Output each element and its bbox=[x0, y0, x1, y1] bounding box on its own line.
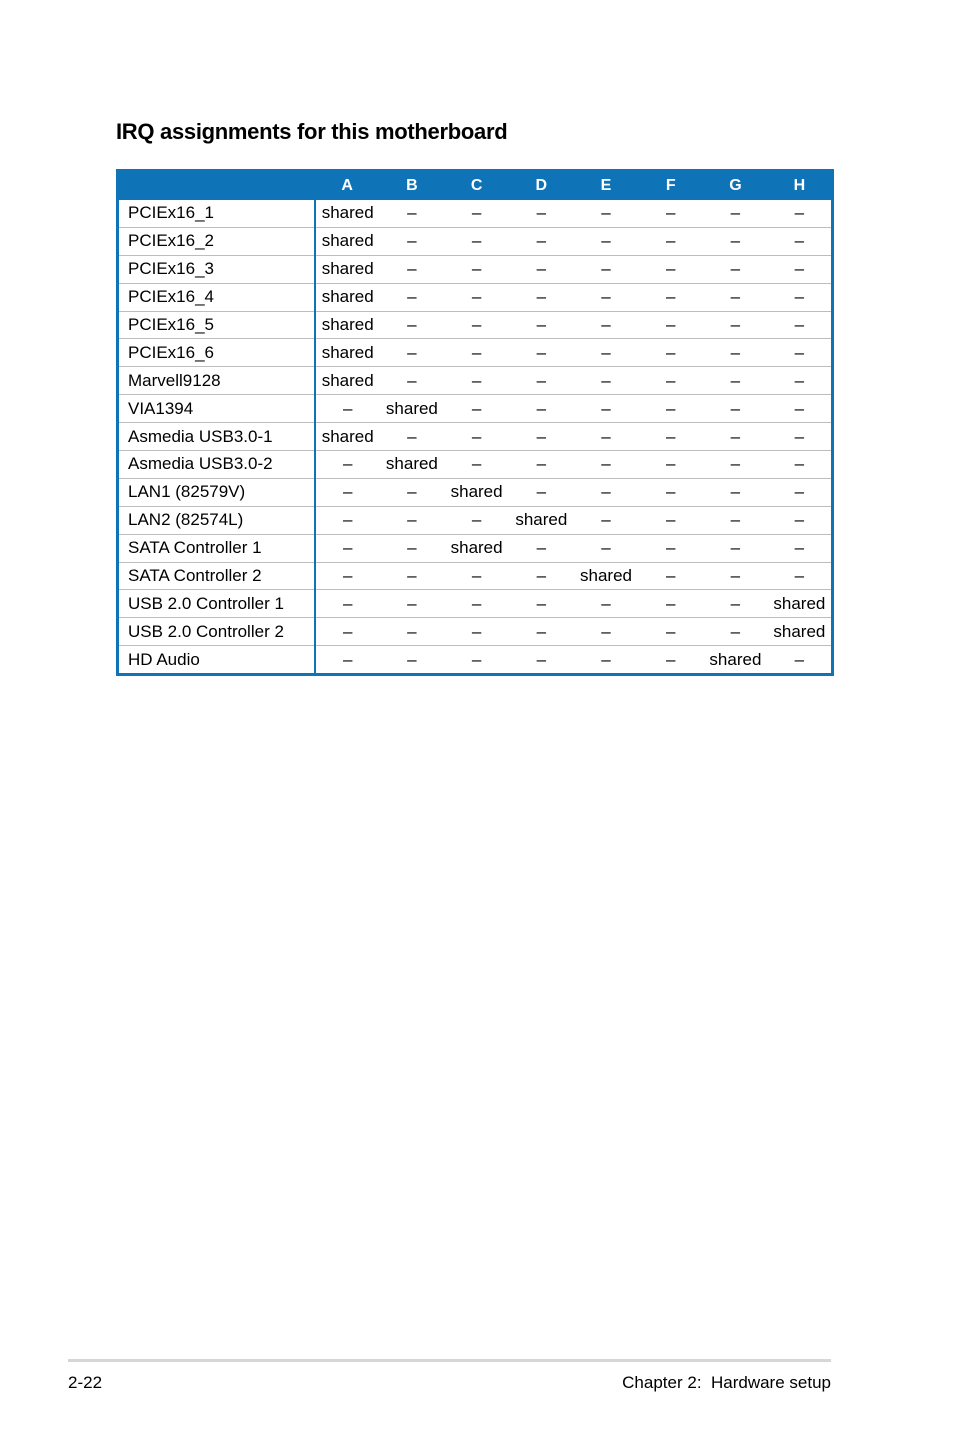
table-header bbox=[118, 171, 833, 201]
table-row bbox=[118, 646, 833, 675]
irq-cell: – bbox=[768, 200, 833, 227]
device-name: SATA Controller 1 bbox=[118, 534, 315, 562]
irq-cell: – bbox=[638, 227, 703, 255]
device-name: Marvell9128 bbox=[118, 367, 315, 395]
header-irq-g: G bbox=[703, 171, 768, 201]
irq-cell: – bbox=[574, 478, 639, 506]
irq-cell: – bbox=[444, 339, 509, 367]
irq-cell: – bbox=[638, 255, 703, 283]
irq-cell: – bbox=[315, 534, 380, 562]
table-row bbox=[118, 255, 833, 283]
irq-cell: shared bbox=[380, 451, 445, 479]
device-name: USB 2.0 Controller 1 bbox=[118, 590, 315, 618]
irq-cell: shared bbox=[444, 534, 509, 562]
irq-cell: – bbox=[509, 423, 574, 451]
irq-cell: – bbox=[768, 227, 833, 255]
irq-cell: – bbox=[638, 562, 703, 590]
irq-cell: – bbox=[768, 255, 833, 283]
table-row bbox=[118, 618, 833, 646]
irq-cell: – bbox=[768, 339, 833, 367]
irq-cell: – bbox=[315, 506, 380, 534]
irq-cell: – bbox=[444, 367, 509, 395]
irq-cell: – bbox=[768, 283, 833, 311]
irq-cell: shared bbox=[315, 423, 380, 451]
device-name: HD Audio bbox=[118, 646, 315, 675]
irq-cell: – bbox=[574, 534, 639, 562]
irq-cell: – bbox=[380, 506, 445, 534]
irq-cell: – bbox=[703, 506, 768, 534]
page-title: IRQ assignments for this motherboard bbox=[116, 119, 508, 144]
irq-cell: – bbox=[638, 478, 703, 506]
irq-cell: – bbox=[638, 534, 703, 562]
header-irq-c: C bbox=[444, 171, 509, 201]
irq-cell: – bbox=[574, 227, 639, 255]
device-name: Asmedia USB3.0-2 bbox=[118, 451, 315, 479]
irq-cell: – bbox=[509, 562, 574, 590]
irq-cell: – bbox=[380, 590, 445, 618]
table-row bbox=[118, 311, 833, 339]
irq-cell: – bbox=[315, 478, 380, 506]
irq-cell: – bbox=[768, 562, 833, 590]
header-irq-e: E bbox=[574, 171, 639, 201]
irq-cell: – bbox=[315, 451, 380, 479]
header-irq-h: H bbox=[768, 171, 833, 201]
irq-cell: – bbox=[380, 255, 445, 283]
device-name: PCIEx16_4 bbox=[118, 283, 315, 311]
irq-cell: shared bbox=[315, 227, 380, 255]
irq-cell: – bbox=[509, 255, 574, 283]
table-row bbox=[118, 451, 833, 479]
irq-cell: – bbox=[444, 200, 509, 227]
irq-cell: – bbox=[703, 590, 768, 618]
irq-assignment-table bbox=[116, 169, 834, 676]
irq-cell: shared bbox=[315, 311, 380, 339]
table-row bbox=[118, 395, 833, 423]
irq-cell: – bbox=[703, 255, 768, 283]
irq-cell: – bbox=[574, 311, 639, 339]
irq-cell: – bbox=[638, 590, 703, 618]
irq-cell: – bbox=[638, 423, 703, 451]
irq-cell: – bbox=[768, 478, 833, 506]
table-row bbox=[118, 227, 833, 255]
irq-cell: – bbox=[471, 649, 482, 669]
irq-cell: shared bbox=[315, 367, 380, 395]
irq-cell: – bbox=[574, 255, 639, 283]
table-row bbox=[118, 506, 833, 534]
device-name: SATA Controller 2 bbox=[118, 562, 315, 590]
irq-cell: – bbox=[407, 649, 417, 669]
irq-cell: – bbox=[574, 451, 639, 479]
irq-cell: – bbox=[380, 339, 445, 367]
irq-cell: – bbox=[444, 590, 509, 618]
irq-cell: – bbox=[444, 227, 509, 255]
irq-cell: – bbox=[574, 506, 639, 534]
irq-cell: shared bbox=[315, 283, 380, 311]
irq-cell: shared bbox=[444, 478, 509, 506]
footer-rule bbox=[68, 1359, 831, 1362]
irq-cell: – bbox=[509, 534, 574, 562]
irq-cell: – bbox=[444, 311, 509, 339]
irq-cell: – bbox=[315, 562, 380, 590]
irq-cell: – bbox=[380, 227, 445, 255]
irq-cell: – bbox=[703, 367, 768, 395]
irq-cell: – bbox=[380, 562, 445, 590]
irq-cell: – bbox=[509, 395, 574, 423]
irq-cell: – bbox=[444, 283, 509, 311]
header-irq-b: B bbox=[380, 171, 445, 201]
irq-cell: – bbox=[574, 618, 639, 646]
irq-cell: shared bbox=[315, 339, 380, 367]
irq-cell: – bbox=[380, 367, 445, 395]
device-name: VIA1394 bbox=[118, 395, 315, 423]
irq-cell: – bbox=[703, 200, 768, 227]
irq-cell: – bbox=[574, 200, 639, 227]
irq-cell: – bbox=[380, 423, 445, 451]
irq-cell: – bbox=[444, 451, 509, 479]
irq-cell: – bbox=[315, 395, 380, 423]
irq-cell: – bbox=[509, 339, 574, 367]
irq-cell: – bbox=[638, 283, 703, 311]
irq-cell: – bbox=[703, 451, 768, 479]
irq-cell: – bbox=[768, 451, 833, 479]
table-row bbox=[118, 339, 833, 367]
irq-cell: shared bbox=[574, 562, 639, 590]
irq-cell: – bbox=[703, 311, 768, 339]
irq-cell: shared bbox=[709, 649, 762, 669]
irq-cell: shared bbox=[509, 506, 574, 534]
irq-cell: – bbox=[342, 649, 353, 669]
table-row bbox=[118, 590, 833, 618]
irq-cell: – bbox=[380, 618, 445, 646]
irq-cell: – bbox=[703, 423, 768, 451]
irq-cell: shared bbox=[768, 618, 833, 646]
irq-cell: – bbox=[638, 339, 703, 367]
table-row bbox=[118, 423, 833, 451]
table-row bbox=[118, 283, 833, 311]
irq-cell: – bbox=[574, 395, 639, 423]
table-row bbox=[118, 562, 833, 590]
irq-cell: – bbox=[509, 590, 574, 618]
irq-cell: – bbox=[638, 618, 703, 646]
irq-cell: – bbox=[574, 590, 639, 618]
irq-cell: – bbox=[638, 451, 703, 479]
device-name: Asmedia USB3.0-1 bbox=[118, 423, 315, 451]
irq-cell: – bbox=[574, 423, 639, 451]
device-name: LAN1 (82579V) bbox=[118, 478, 315, 506]
irq-cell: shared bbox=[315, 200, 380, 227]
header-irq-d: D bbox=[509, 171, 574, 201]
irq-cell: – bbox=[509, 283, 574, 311]
irq-cell: – bbox=[509, 451, 574, 479]
irq-cell: – bbox=[638, 311, 703, 339]
page-number: 2-22 bbox=[68, 1373, 103, 1392]
irq-cell: – bbox=[768, 534, 833, 562]
device-name: PCIEx16_2 bbox=[118, 227, 315, 255]
table-row bbox=[118, 367, 833, 395]
irq-cell: – bbox=[768, 423, 833, 451]
irq-cell: – bbox=[380, 283, 445, 311]
irq-cell: – bbox=[509, 478, 574, 506]
table-body bbox=[118, 200, 833, 675]
irq-cell: – bbox=[509, 367, 574, 395]
device-name: PCIEx16_5 bbox=[118, 311, 315, 339]
header-row bbox=[118, 171, 833, 201]
irq-cell: – bbox=[574, 339, 639, 367]
table-row bbox=[118, 200, 833, 227]
header-irq-f: F bbox=[638, 171, 703, 201]
irq-cell: – bbox=[444, 395, 509, 423]
irq-cell: – bbox=[380, 534, 445, 562]
irq-cell: – bbox=[315, 618, 380, 646]
irq-cell: – bbox=[574, 367, 639, 395]
irq-cell: – bbox=[638, 395, 703, 423]
device-name: PCIEx16_6 bbox=[118, 339, 315, 367]
irq-cell: – bbox=[574, 283, 639, 311]
irq-cell: – bbox=[444, 423, 509, 451]
irq-cell: – bbox=[509, 200, 574, 227]
irq-cell: – bbox=[703, 618, 768, 646]
device-name: PCIEx16_1 bbox=[118, 200, 315, 227]
header-device-column bbox=[118, 171, 315, 201]
header-irq-a: A bbox=[315, 171, 380, 201]
irq-cell: – bbox=[768, 506, 833, 534]
irq-cell: shared bbox=[315, 255, 380, 283]
irq-cell: – bbox=[768, 311, 833, 339]
irq-cell: shared bbox=[380, 395, 445, 423]
irq-cell: – bbox=[380, 200, 445, 227]
irq-cell: – bbox=[444, 255, 509, 283]
irq-cell: – bbox=[703, 562, 768, 590]
irq-cell: – bbox=[380, 478, 445, 506]
irq-cell: – bbox=[509, 618, 574, 646]
irq-cell: – bbox=[509, 311, 574, 339]
irq-cell: – bbox=[703, 283, 768, 311]
irq-cell: – bbox=[703, 339, 768, 367]
table-row bbox=[118, 478, 833, 506]
irq-cell: – bbox=[444, 506, 509, 534]
irq-cell: – bbox=[665, 649, 676, 669]
irq-cell: – bbox=[638, 367, 703, 395]
device-name: PCIEx16_3 bbox=[118, 255, 315, 283]
chapter-title: Chapter 2: Hardware setup bbox=[622, 1373, 831, 1392]
irq-cell: – bbox=[444, 618, 509, 646]
device-name: USB 2.0 Controller 2 bbox=[118, 618, 315, 646]
irq-cell: – bbox=[768, 395, 833, 423]
irq-cell: – bbox=[768, 367, 833, 395]
irq-cell: – bbox=[315, 590, 380, 618]
irq-cell: – bbox=[509, 227, 574, 255]
irq-cell: – bbox=[703, 534, 768, 562]
table-row bbox=[118, 534, 833, 562]
irq-cell: – bbox=[601, 649, 611, 669]
irq-cell: – bbox=[638, 506, 703, 534]
irq-cell: – bbox=[638, 200, 703, 227]
irq-cell: – bbox=[703, 395, 768, 423]
irq-cell: – bbox=[794, 649, 805, 669]
irq-cell: – bbox=[703, 227, 768, 255]
irq-cell: – bbox=[536, 649, 547, 669]
irq-cell: – bbox=[380, 311, 445, 339]
device-name: LAN2 (82574L) bbox=[118, 506, 315, 534]
irq-cell: – bbox=[444, 562, 509, 590]
irq-cell: – bbox=[703, 478, 768, 506]
irq-cell: shared bbox=[768, 590, 833, 618]
